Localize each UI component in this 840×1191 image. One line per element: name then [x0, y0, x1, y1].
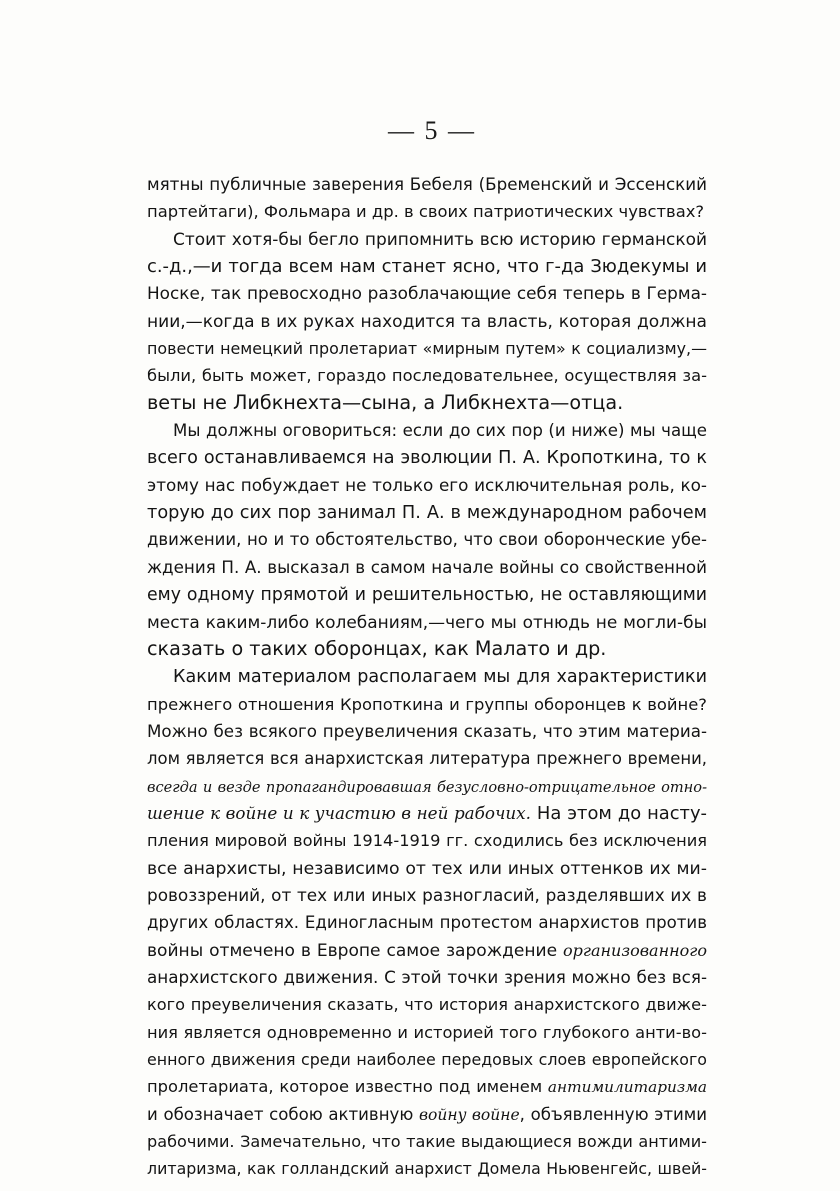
text-segment: мятны публичные заверения Бебеля (Бременский и Эссенский — [147, 174, 707, 194]
italic-text: антимилитаризма — [547, 1078, 707, 1097]
text-segment: повести немецкий пролетариат «мирным путем» к социализму,— — [147, 339, 707, 359]
text-segment: рабочими. Замечательно, что такие выдающиеся вожди антими- — [147, 1132, 707, 1152]
text-line — [147, 744, 707, 771]
text-line — [147, 799, 707, 826]
text-segment: все анархисты, независимо от тех или иных оттенков их ми- — [147, 858, 707, 879]
text-segment: кого преувеличения сказать, что история анархистского движе- — [147, 995, 707, 1015]
text-line — [147, 416, 707, 443]
text-line — [147, 252, 707, 279]
italic-text: всегда и везде пропагандировавшая безусловно-отрицательное отно- — [147, 778, 707, 796]
text-line — [147, 1154, 707, 1181]
italic-text: шение к войне и к участию в ней рабочих. — [147, 802, 531, 823]
text-line — [147, 908, 707, 935]
text-segment: этому нас побуждает не только его исключительная роль, ко- — [147, 474, 707, 495]
text-line — [147, 389, 707, 416]
text-line — [147, 881, 707, 908]
text-line — [147, 197, 707, 224]
text-line — [147, 170, 707, 197]
text-segment: и обозначает собою активную — [147, 1104, 419, 1124]
text-line — [147, 608, 707, 635]
page-number: — 5 — — [388, 116, 476, 145]
text-line — [147, 471, 707, 498]
text-line — [147, 854, 707, 881]
text-segment: лом является вся анархистская литература прежнего времени, — [147, 749, 707, 769]
text-segment: Каким материалом располагаем мы для характеристики — [173, 667, 707, 688]
body-text — [147, 170, 707, 1182]
text-segment: Стоит хотя-бы бегло припомнить всю историю германской — [173, 228, 707, 249]
text-line — [147, 443, 707, 470]
text-line — [147, 990, 707, 1017]
text-line — [147, 279, 707, 306]
text-line — [147, 1100, 707, 1127]
text-segment: были, быть может, гораздо последовательнее, осуществляя за- — [147, 366, 707, 386]
text-segment: пления мировой войны 1914-1919 гг. сходились без исключения — [147, 831, 707, 851]
text-segment: всего останавливаемся на эволюции П. А. Кропоткина, то к — [147, 448, 707, 469]
text-line — [147, 963, 707, 990]
text-line — [147, 553, 707, 580]
text-segment: Носке, так превосходно разоблачающие себя теперь в Герма- — [147, 283, 707, 304]
text-line — [147, 1045, 707, 1072]
text-segment: войны отмечено в Европе самое зарождение — [147, 940, 564, 961]
text-segment: Мы должны оговориться: если до сих пор (и ниже) мы чаще — [173, 421, 707, 441]
text-line — [147, 307, 707, 334]
text-segment: движении, но и то обстоятельство, что свои оборонческие убе- — [147, 530, 707, 550]
text-line — [147, 717, 707, 744]
text-segment: торую до сих пор занимал П. А. в международном рабочем — [147, 503, 707, 524]
text-segment: нии,—когда в их руках находится та власть, которая должна — [147, 311, 707, 332]
text-segment: Можно без всякого преувеличения сказать, что этим материа- — [147, 720, 707, 741]
text-segment: ждения П. А. высказал в самом начале войны со свойственной — [147, 556, 707, 577]
text-line — [147, 662, 707, 689]
text-segment: с.-д.,—и тогда всем нам станет ясно, что г-да Зюдекумы и — [147, 256, 707, 278]
text-line — [147, 225, 707, 252]
text-segment: На этом до насту- — [530, 802, 707, 824]
text-segment: места каким-либо колебаниям,—чего мы отнюдь не могли-бы — [147, 611, 707, 632]
text-line — [147, 361, 707, 388]
text-segment: сказать о таких оборонцах, как Малато и др. — [147, 636, 607, 660]
text-line — [147, 826, 707, 853]
text-line — [147, 1127, 707, 1154]
text-segment: ровоззрений, от тех или иных разногласий, разделявших их в — [147, 884, 707, 905]
text-segment: других областях. Единогласным протестом анархистов против — [147, 913, 707, 933]
text-segment: партейтаги), Фольмара и др. в своих патриотических чувствах? — [147, 202, 705, 222]
text-segment: литаризма, как голландский анархист Домела Ньювенгейс, швей- — [147, 1159, 707, 1179]
text-segment: прежнего отношения Кропоткина и группы оборонцев к войне? — [147, 694, 707, 714]
text-line — [147, 690, 707, 717]
text-segment: пролетариата, которое известно под именем — [147, 1077, 548, 1097]
text-line — [147, 498, 707, 525]
text-segment: ния является одновременно и историей того глубокого анти-во- — [147, 1022, 707, 1042]
text-line — [147, 635, 707, 662]
text-line — [147, 334, 707, 361]
text-segment: веты не Либкнехта—сына, а Либкнехта—отца. — [147, 390, 624, 414]
text-line — [147, 1018, 707, 1045]
text-segment: анархистского движения. С этой точки зрения можно без вся- — [147, 966, 707, 987]
text-line — [147, 525, 707, 552]
italic-text: войну войне — [418, 1105, 520, 1124]
text-segment: енного движения среди наиболее передовых слоев европейского — [147, 1050, 707, 1069]
text-line — [147, 936, 707, 963]
text-line — [147, 1072, 707, 1099]
text-segment: ему одному прямотой и решительностью, не оставляющими — [147, 585, 707, 606]
text-segment: , объявленную этими — [519, 1104, 707, 1124]
text-line — [147, 772, 707, 799]
italic-text: организованного — [563, 940, 707, 960]
text-line — [147, 580, 707, 607]
